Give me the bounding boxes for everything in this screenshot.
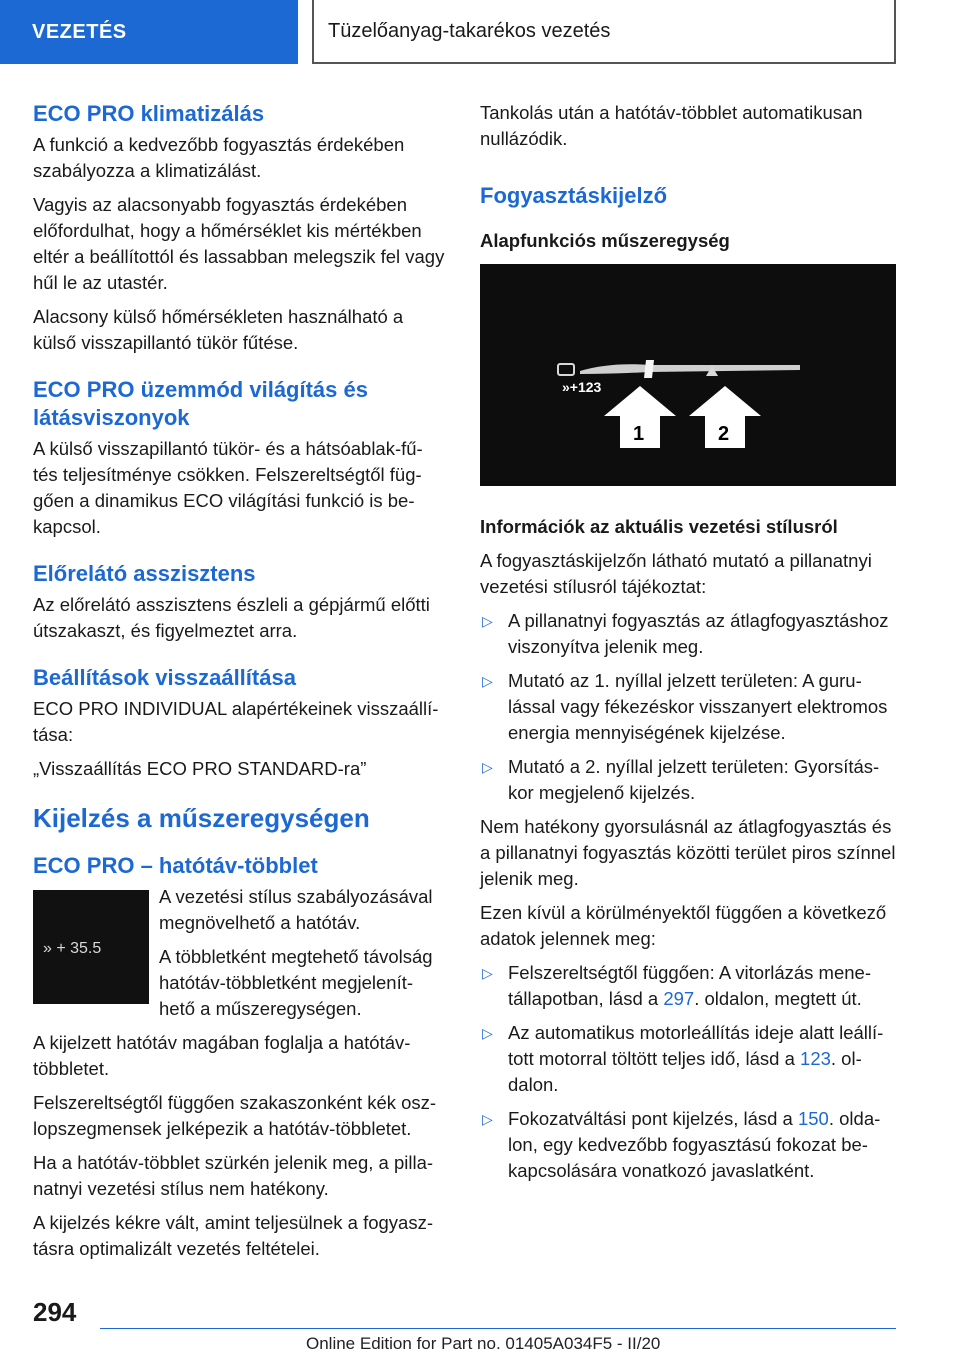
triangle-bullet-icon: ▷: [482, 965, 493, 981]
left-column: [33, 100, 447, 1270]
heading-driving-style-info: Információk az aktuális vezetési stílusról: [480, 516, 838, 537]
list-item: [480, 1106, 898, 1184]
heading-reset-settings: Beállítások visszaállítása: [33, 665, 296, 690]
section-tab: [0, 0, 298, 64]
list-item-text: Mutató az 1. nyíllal jelzett területen: A guru-lással vagy fékezéskor visszanyert elektromos energia mennyiségének kijelzése.: [508, 670, 888, 743]
paragraph: Ezen kívül a körülményektől függően a következő adatok jelennek meg:: [480, 902, 887, 949]
range-bonus-display-image: [33, 890, 149, 1004]
list-item-text: Felszereltségtől függően: A vitorlázás mene-tállapotban, lásd a: [508, 962, 871, 1009]
arrow-1-label: 1: [633, 423, 645, 445]
paragraph: A kijelzett hatótáv magában foglalja a hatótáv-többletet.: [33, 1032, 411, 1079]
heading-range-bonus: ECO PRO – hatótáv-többlet: [33, 853, 318, 878]
list-item-text: Mutató a 2. nyíllal jelzett területen: Gyorsítás-kor megjelenő kijelzés.: [508, 756, 880, 803]
paragraph: Vagyis az alacsonyabb fogyasztás érdekében előfordulhat, hogy a hőmérséklet kis mértékben eltér a beállítottól és lassabban melegszik fel vagy hűl le az utastér.: [33, 194, 445, 293]
list-item-text: Az automatikus motorleállítás ideje alatt leállí-tott motorral töltött teljes idő, lásd a: [508, 1022, 884, 1069]
page-link-150[interactable]: 150: [797, 1108, 829, 1129]
gauge-readout: »+123: [562, 379, 602, 395]
list-item: [480, 754, 898, 806]
heading-eco-pro-lighting: ECO PRO üzemmód világítás és látásviszonyok: [33, 377, 368, 430]
list-item: [480, 608, 898, 660]
paragraph: A külső visszapillantó tükör- és a hátsóablak-fű-tés teljesítménye csökken. Felszereltségtől füg-gően a dinamikus ECO világítási funkció is be-kapcsol.: [33, 438, 423, 537]
paragraph: Felszereltségtől függően szakaszonként kék osz-lopszegmensek jelképezik a hatótáv-többletet.: [33, 1092, 437, 1139]
driving-style-list: [480, 608, 898, 806]
footer-edition: Online Edition for Part no. 01405A034F5 - II/20: [306, 1334, 661, 1353]
range-bonus-readout: » + 35.5: [43, 940, 102, 957]
heading-instrument-display: Kijelzés a műszeregységen: [33, 803, 370, 833]
paragraph: ECO PRO INDIVIDUAL alapértékeinek visszaállí-tása:: [33, 698, 439, 745]
page-link-297[interactable]: 297: [663, 988, 695, 1009]
paragraph: Ha a hatótáv-többlet szürkén jelenik meg, a pilla-natnyi vezetési stílus nem hatékony.: [33, 1152, 434, 1199]
battery-icon: [558, 364, 574, 375]
consumption-gauge-figure: [480, 264, 896, 486]
heading-predictive-assistant: Előrelátó asszisztens: [33, 561, 256, 586]
list-item: [480, 960, 898, 1012]
triangle-bullet-icon: ▷: [482, 673, 493, 689]
list-item-text: . olda-lon, egy kedvezőbb fogyasztású fokozat be-kapcsolására vonatkozó javaslatként.: [508, 1108, 881, 1181]
page-number: 294: [33, 1297, 77, 1327]
paragraph: Nem hatékony gyorsulásnál az átlagfogyasztás és a pillanatnyi fogyasztás közötti terület piros színnel jelenik meg.: [480, 816, 896, 889]
paragraph: Alacsony külső hőmérsékleten használható a külső visszapillantó tükör fűtése.: [33, 306, 404, 353]
paragraph: A többletként megtehető távolság hatótáv-többletként megjelenít-hető a műszeregységen.: [159, 946, 433, 1019]
heading-basic-instrument-cluster: Alapfunkciós műszeregység: [480, 230, 730, 251]
paragraph: A fogyasztáskijelzőn látható mutató a pillanatnyi vezetési stílusról tájékoztat:: [480, 550, 872, 597]
paragraph: A kijelzés kékre vált, amint teljesülnek a fogyasz-tásra optimalizált vezetés feltételei.: [33, 1212, 433, 1259]
chapter-title: Tüzelőanyag-takarékos vezetés: [328, 19, 611, 42]
paragraph: A vezetési stílus szabályozásával megnövelhető a hatótáv.: [159, 886, 433, 933]
paragraph: Az előrelátó asszisztens észleli a gépjármű előtti útszakaszt, és figyelmeztet arra.: [33, 594, 430, 641]
list-item-text: . ol-dalon.: [508, 1048, 862, 1095]
consumption-gauge-illustration: [480, 264, 896, 486]
list-item-text: Fokozatváltási pont kijelzés, lásd a: [508, 1108, 798, 1129]
right-column: [480, 100, 898, 1192]
list-item: [480, 1020, 898, 1098]
triangle-bullet-icon: ▷: [482, 1111, 493, 1127]
heading-eco-pro-climate: ECO PRO klimatizálás: [33, 101, 265, 126]
list-item-text: A pillanatnyi fogyasztás az átlagfogyasztáshoz viszonyítva jelenik meg.: [508, 610, 889, 657]
list-item-text: . oldalon, megtett út.: [694, 988, 862, 1009]
paragraph: „Visszaállítás ECO PRO STANDARD-ra”: [33, 758, 367, 779]
triangle-bullet-icon: ▷: [482, 759, 493, 775]
chapter-header: [312, 0, 896, 64]
arrow-2-label: 2: [718, 423, 730, 445]
footer-divider: [100, 1328, 896, 1329]
additional-data-list: [480, 960, 898, 1184]
section-label: VEZETÉS: [32, 20, 127, 43]
page-link-123[interactable]: 123: [800, 1048, 831, 1069]
list-item: [480, 668, 898, 746]
heading-consumption-display: Fogyasztáskijelző: [480, 183, 668, 208]
paragraph: Tankolás után a hatótáv-többlet automatikusan nullázódik.: [480, 102, 863, 149]
triangle-bullet-icon: ▷: [482, 613, 493, 629]
gauge-needle: [644, 360, 654, 378]
gauge-bar: [580, 364, 800, 374]
triangle-bullet-icon: ▷: [482, 1025, 493, 1041]
paragraph: A funkció a kedvezőbb fogyasztás érdekében szabályozza a klimatizálást.: [33, 134, 405, 181]
